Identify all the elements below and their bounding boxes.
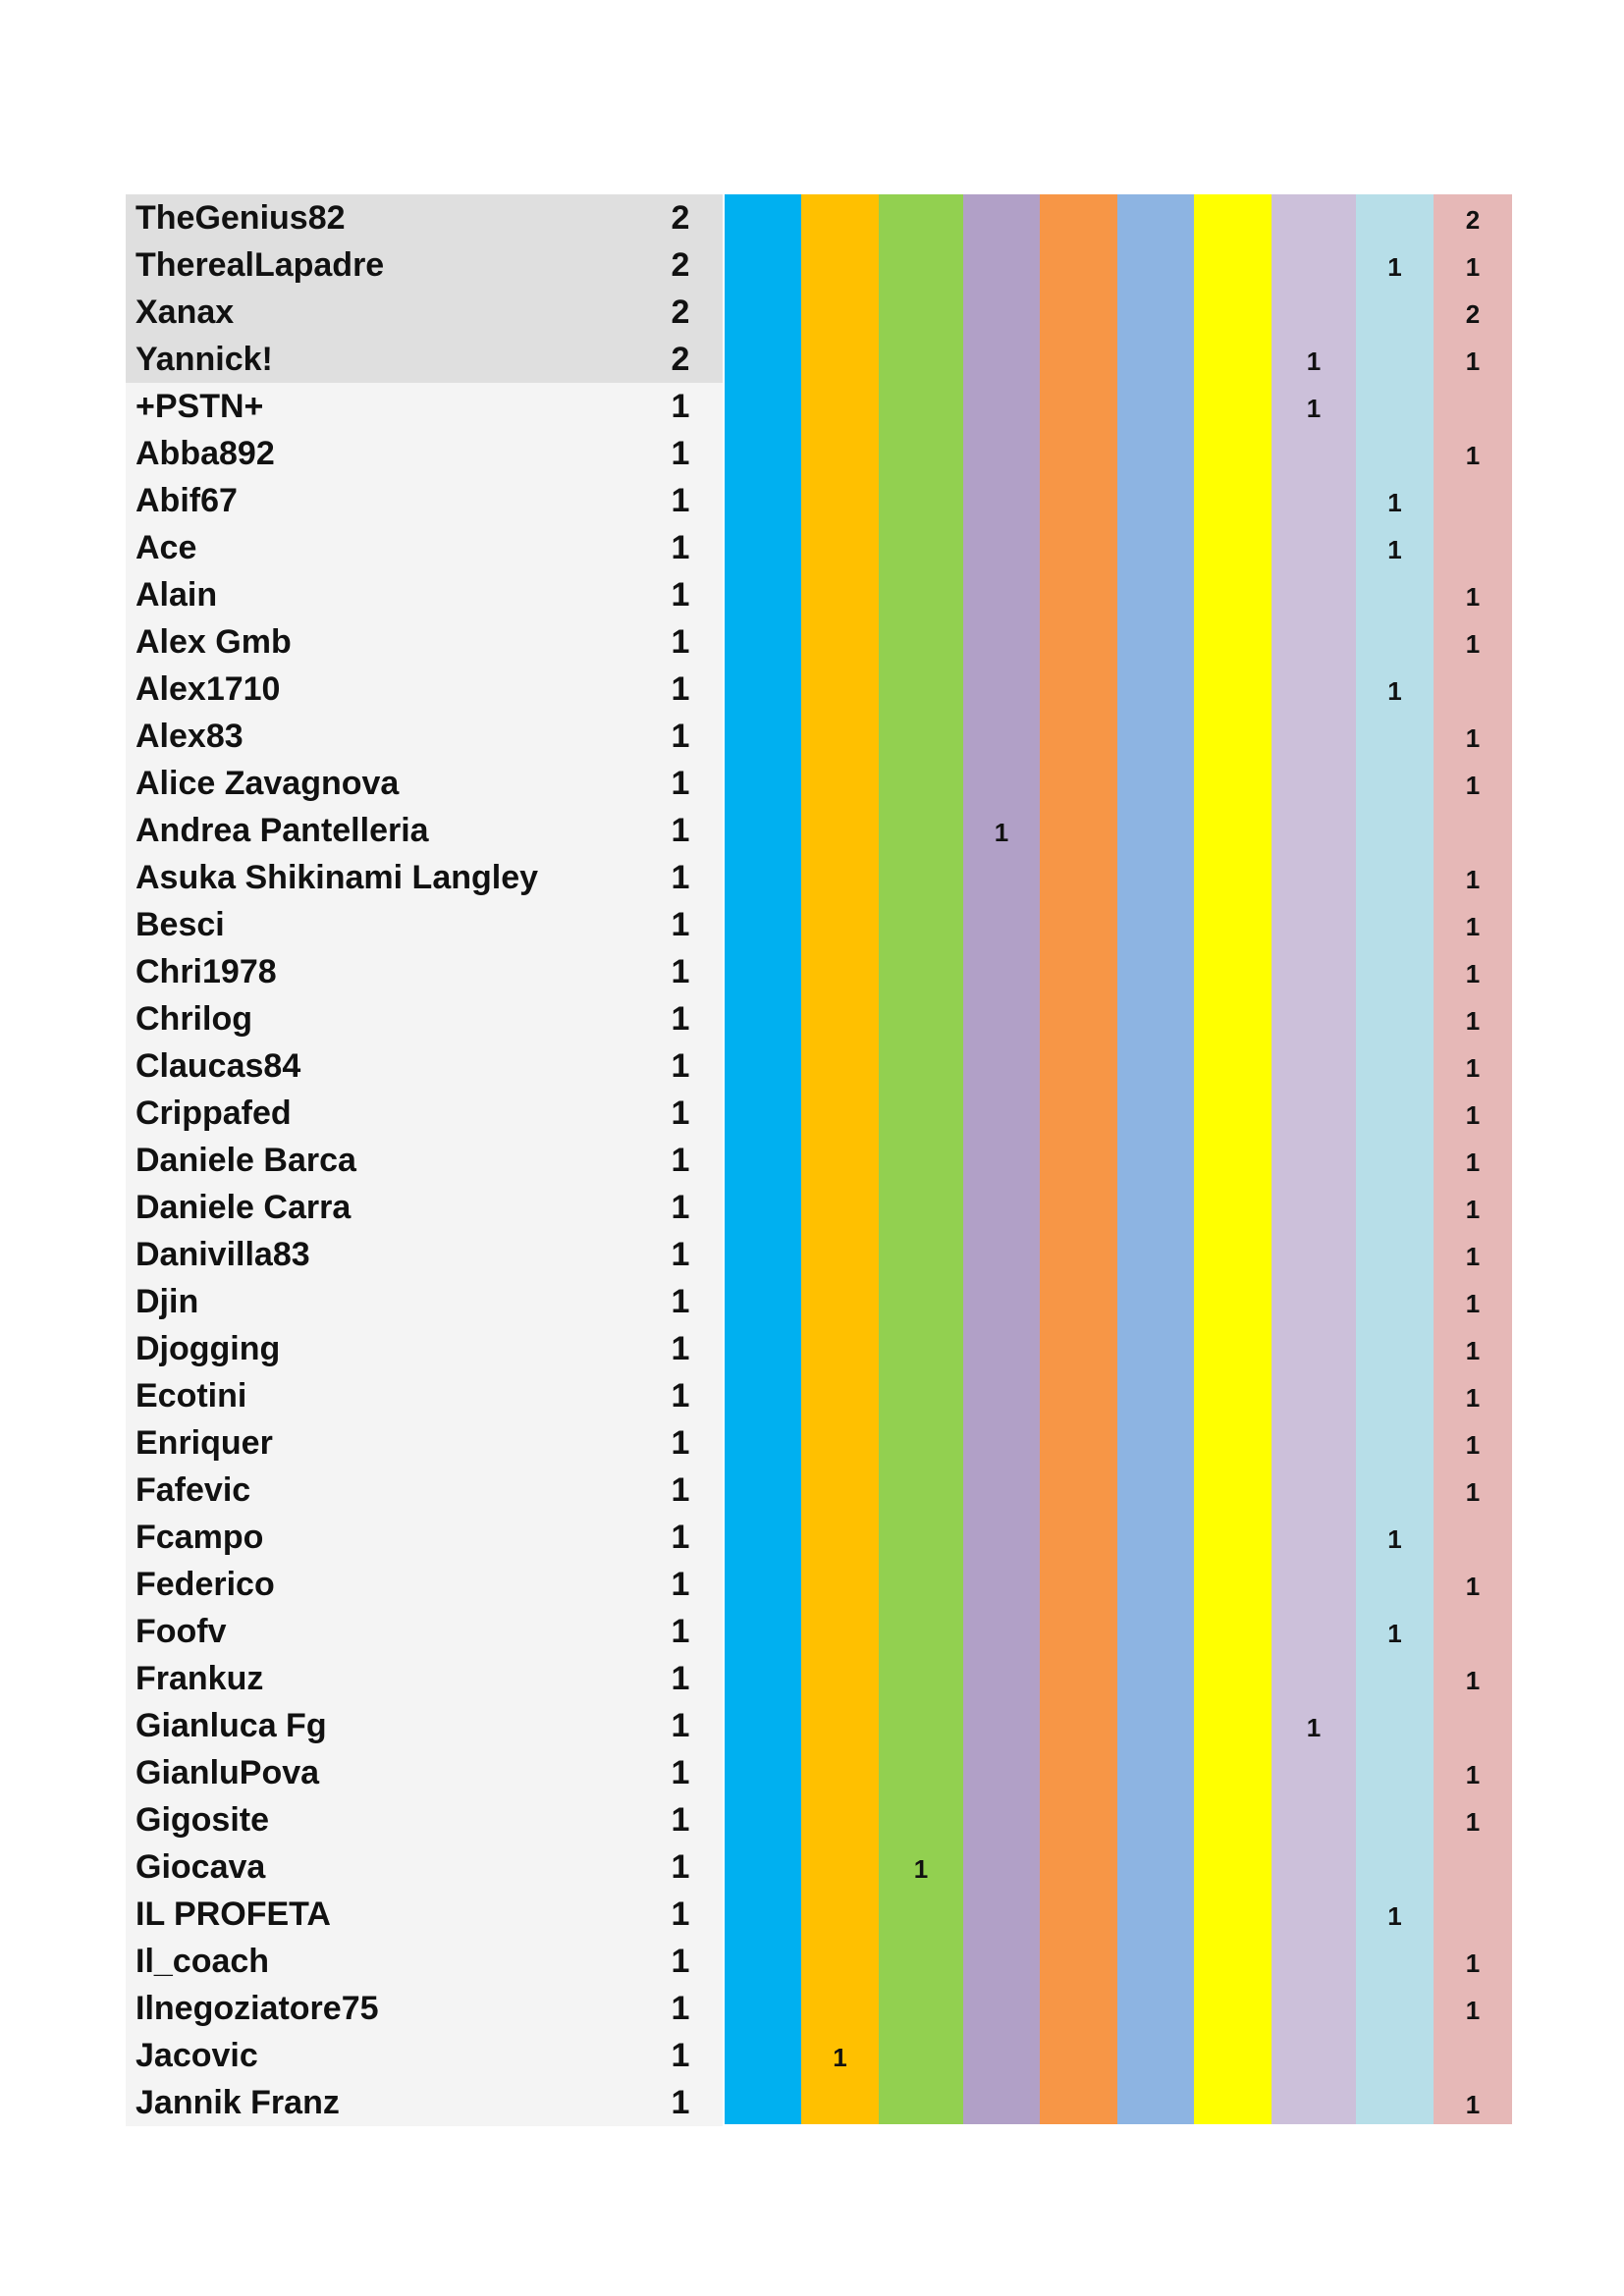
column-10-count: 1	[1465, 1053, 1481, 1083]
table-row	[126, 383, 1512, 430]
column-10-count: 1	[1465, 1148, 1481, 1177]
player-name: Chri1978	[135, 953, 277, 990]
table-row	[126, 524, 1512, 571]
player-total: 1	[671, 576, 690, 614]
table-row	[126, 901, 1512, 948]
column-10-count: 1	[1465, 1100, 1481, 1130]
column-10-count: 1	[1465, 1430, 1481, 1460]
player-name: Xanax	[135, 294, 235, 331]
name-cell	[126, 1467, 723, 1514]
player-total: 1	[671, 1707, 690, 1744]
player-total: 1	[671, 812, 690, 849]
table-row	[126, 948, 1512, 995]
column-10-count: 1	[1465, 1949, 1481, 1978]
table-row	[126, 1796, 1512, 1843]
player-name: Alex83	[135, 718, 244, 755]
player-name: Danivilla83	[135, 1236, 310, 1273]
player-total: 1	[671, 529, 690, 566]
column-10-count: 1	[1465, 347, 1481, 376]
name-cell	[126, 1278, 723, 1325]
name-cell	[126, 1843, 723, 1891]
player-total: 2	[671, 294, 690, 331]
player-total: 1	[671, 953, 690, 990]
name-cell	[126, 1372, 723, 1419]
player-total: 1	[671, 1990, 690, 2027]
player-name: +PSTN+	[135, 388, 264, 425]
player-name: Alain	[135, 576, 218, 614]
table-row	[126, 1419, 1512, 1467]
player-total: 1	[671, 718, 690, 755]
player-name: Giocava	[135, 1848, 266, 1886]
player-name: TherealLapadre	[135, 246, 385, 284]
name-cell	[126, 854, 723, 901]
column-10-count: 1	[1465, 629, 1481, 659]
column-9-count: 1	[1387, 676, 1402, 706]
player-name: Daniele Carra	[135, 1189, 352, 1226]
column-3-count: 1	[913, 1854, 929, 1884]
player-total: 1	[671, 1943, 690, 1980]
table-row	[126, 2032, 1512, 2079]
table-row	[126, 477, 1512, 524]
column-10-count: 1	[1465, 1477, 1481, 1507]
player-name: Ace	[135, 529, 197, 566]
player-total: 1	[671, 859, 690, 896]
column-9-count: 1	[1387, 1619, 1402, 1648]
player-name: Alice Zavagnova	[135, 765, 400, 802]
column-10-count: 1	[1465, 1336, 1481, 1365]
player-name: Andrea Pantelleria	[135, 812, 429, 849]
table-row	[126, 1608, 1512, 1655]
table-row	[126, 1278, 1512, 1325]
column-10-count: 1	[1465, 959, 1481, 988]
name-cell	[126, 713, 723, 760]
name-cell	[126, 1655, 723, 1702]
name-cell	[126, 430, 723, 477]
table-row	[126, 807, 1512, 854]
column-10-count: 1	[1465, 865, 1481, 894]
name-cell	[126, 241, 723, 289]
table-row	[126, 1042, 1512, 1090]
name-cell	[126, 194, 723, 241]
table-row	[126, 571, 1512, 618]
table-row	[126, 995, 1512, 1042]
name-cell	[126, 948, 723, 995]
table-row	[126, 1655, 1512, 1702]
table-row	[126, 1184, 1512, 1231]
player-name: Frankuz	[135, 1660, 264, 1697]
name-cell	[126, 807, 723, 854]
column-2-count: 1	[833, 2043, 847, 2072]
table-row	[126, 1561, 1512, 1608]
player-total: 1	[671, 1377, 690, 1415]
player-name: Fcampo	[135, 1519, 264, 1556]
name-cell	[126, 1419, 723, 1467]
player-total: 1	[671, 906, 690, 943]
player-total: 1	[671, 1283, 690, 1320]
player-name: Yannick!	[135, 341, 273, 378]
column-10-count: 1	[1465, 1195, 1481, 1224]
column-9-count: 1	[1387, 252, 1402, 282]
column-10-count: 2	[1465, 299, 1481, 329]
player-name: Asuka Shikinami Langley	[135, 859, 539, 896]
name-cell	[126, 1891, 723, 1938]
table-row	[126, 241, 1512, 289]
table-row	[126, 1891, 1512, 1938]
player-total: 1	[671, 1613, 690, 1650]
name-cell	[126, 1137, 723, 1184]
column-8-count: 1	[1306, 394, 1322, 423]
player-name: Ilnegoziatore75	[135, 1990, 379, 2027]
name-cell	[126, 1514, 723, 1561]
column-10-count: 1	[1465, 441, 1481, 470]
player-name: Fafevic	[135, 1471, 251, 1509]
player-total: 1	[671, 1000, 690, 1038]
name-cell	[126, 1042, 723, 1090]
table-row	[126, 760, 1512, 807]
player-total: 1	[671, 1424, 690, 1462]
column-10-count: 1	[1465, 1996, 1481, 2025]
table-row	[126, 666, 1512, 713]
table-row	[126, 1938, 1512, 1985]
player-name: GianluPova	[135, 1754, 320, 1791]
name-cell	[126, 1561, 723, 1608]
table-row	[126, 289, 1512, 336]
name-cell	[126, 1325, 723, 1372]
name-cell	[126, 666, 723, 713]
player-name: Daniele Barca	[135, 1142, 356, 1179]
player-total: 2	[671, 199, 690, 237]
player-name: Crippafed	[135, 1095, 292, 1132]
name-cell	[126, 1985, 723, 2032]
name-cell	[126, 477, 723, 524]
player-total: 1	[671, 1142, 690, 1179]
player-name: Alex Gmb	[135, 623, 292, 661]
column-10-count: 1	[1465, 1289, 1481, 1318]
name-cell	[126, 1796, 723, 1843]
player-total: 1	[671, 1566, 690, 1603]
name-cell	[126, 524, 723, 571]
column-10-count: 1	[1465, 1760, 1481, 1789]
column-10-count: 1	[1465, 771, 1481, 800]
table-row	[126, 1372, 1512, 1419]
table-row	[126, 1749, 1512, 1796]
player-name: IL PROFETA	[135, 1896, 331, 1933]
player-name: Ecotini	[135, 1377, 247, 1415]
table-row	[126, 1985, 1512, 2032]
player-name: Jacovic	[135, 2037, 258, 2074]
column-10-count: 1	[1465, 582, 1481, 612]
table-row	[126, 1843, 1512, 1891]
player-name: Gigosite	[135, 1801, 270, 1839]
player-total: 1	[671, 1519, 690, 1556]
player-name: Djin	[135, 1283, 199, 1320]
player-name: Abif67	[135, 482, 238, 519]
name-cell	[126, 336, 723, 383]
player-total: 1	[671, 2084, 690, 2121]
column-10-count: 1	[1465, 1242, 1481, 1271]
column-10-count: 1	[1465, 912, 1481, 941]
name-cell	[126, 1938, 723, 1985]
column-8-count: 1	[1306, 347, 1322, 376]
player-name: Il_coach	[135, 1943, 270, 1980]
player-total: 1	[671, 1330, 690, 1367]
name-cell	[126, 383, 723, 430]
player-total: 1	[671, 1189, 690, 1226]
name-cell	[126, 2032, 723, 2079]
name-cell	[126, 1090, 723, 1137]
player-name: Claucas84	[135, 1047, 301, 1085]
player-name: Gianluca Fg	[135, 1707, 327, 1744]
column-10-count: 2	[1465, 205, 1481, 235]
player-total: 2	[671, 341, 690, 378]
table-row	[126, 1090, 1512, 1137]
name-cell	[126, 1231, 723, 1278]
player-name: Alex1710	[135, 670, 281, 708]
name-cell	[126, 1184, 723, 1231]
name-cell	[126, 901, 723, 948]
column-10-count: 1	[1465, 2090, 1481, 2119]
player-total: 1	[671, 1047, 690, 1085]
player-total: 1	[671, 1896, 690, 1933]
player-total: 1	[671, 670, 690, 708]
name-cell	[126, 995, 723, 1042]
player-total: 1	[671, 1801, 690, 1839]
player-total: 1	[671, 1754, 690, 1791]
name-cell	[126, 1608, 723, 1655]
table-row	[126, 1137, 1512, 1184]
player-name: Jannik Franz	[135, 2084, 340, 2121]
player-total: 1	[671, 1660, 690, 1697]
name-cell	[126, 1749, 723, 1796]
player-total: 1	[671, 1095, 690, 1132]
player-total: 1	[671, 1471, 690, 1509]
column-10-count: 1	[1465, 1006, 1481, 1036]
player-name: Abba892	[135, 435, 275, 472]
table-row	[126, 336, 1512, 383]
column-10-count: 1	[1465, 1666, 1481, 1695]
player-total: 1	[671, 1236, 690, 1273]
column-10-count: 1	[1465, 1383, 1481, 1413]
player-name: Federico	[135, 1566, 275, 1603]
player-name: Besci	[135, 906, 225, 943]
player-name: Foofv	[135, 1613, 227, 1650]
table-row	[126, 1231, 1512, 1278]
name-cell	[126, 571, 723, 618]
name-cell	[126, 760, 723, 807]
name-cell	[126, 2079, 723, 2126]
name-cell	[126, 1702, 723, 1749]
column-9-count: 1	[1387, 1901, 1402, 1931]
player-name: Enriquer	[135, 1424, 273, 1462]
player-name: Chrilog	[135, 1000, 252, 1038]
column-10-count: 1	[1465, 1807, 1481, 1837]
player-name: Djogging	[135, 1330, 281, 1367]
player-total: 1	[671, 765, 690, 802]
name-cell	[126, 289, 723, 336]
player-name: TheGenius82	[135, 199, 346, 237]
column-8-count: 1	[1306, 1713, 1322, 1742]
column-9-count: 1	[1387, 488, 1402, 517]
table-row	[126, 713, 1512, 760]
column-9-count: 1	[1387, 1524, 1402, 1554]
table-row	[126, 194, 1512, 241]
player-total: 2	[671, 246, 690, 284]
table-row	[126, 618, 1512, 666]
column-10-count: 1	[1465, 252, 1481, 282]
table-row	[126, 1467, 1512, 1514]
player-total: 1	[671, 2037, 690, 2074]
column-10-count: 1	[1465, 1572, 1481, 1601]
table-row	[126, 1514, 1512, 1561]
scoreboard-table	[126, 194, 1512, 2124]
player-total: 1	[671, 482, 690, 519]
table-row	[126, 2079, 1512, 2126]
player-total: 1	[671, 623, 690, 661]
column-4-count: 1	[994, 818, 1009, 847]
player-total: 1	[671, 388, 690, 425]
name-cell	[126, 618, 723, 666]
table-row	[126, 854, 1512, 901]
column-9-count: 1	[1387, 535, 1402, 564]
player-total: 1	[671, 435, 690, 472]
column-10-count: 1	[1465, 723, 1481, 753]
table-row	[126, 430, 1512, 477]
table-row	[126, 1325, 1512, 1372]
table-row	[126, 1702, 1512, 1749]
player-total: 1	[671, 1848, 690, 1886]
